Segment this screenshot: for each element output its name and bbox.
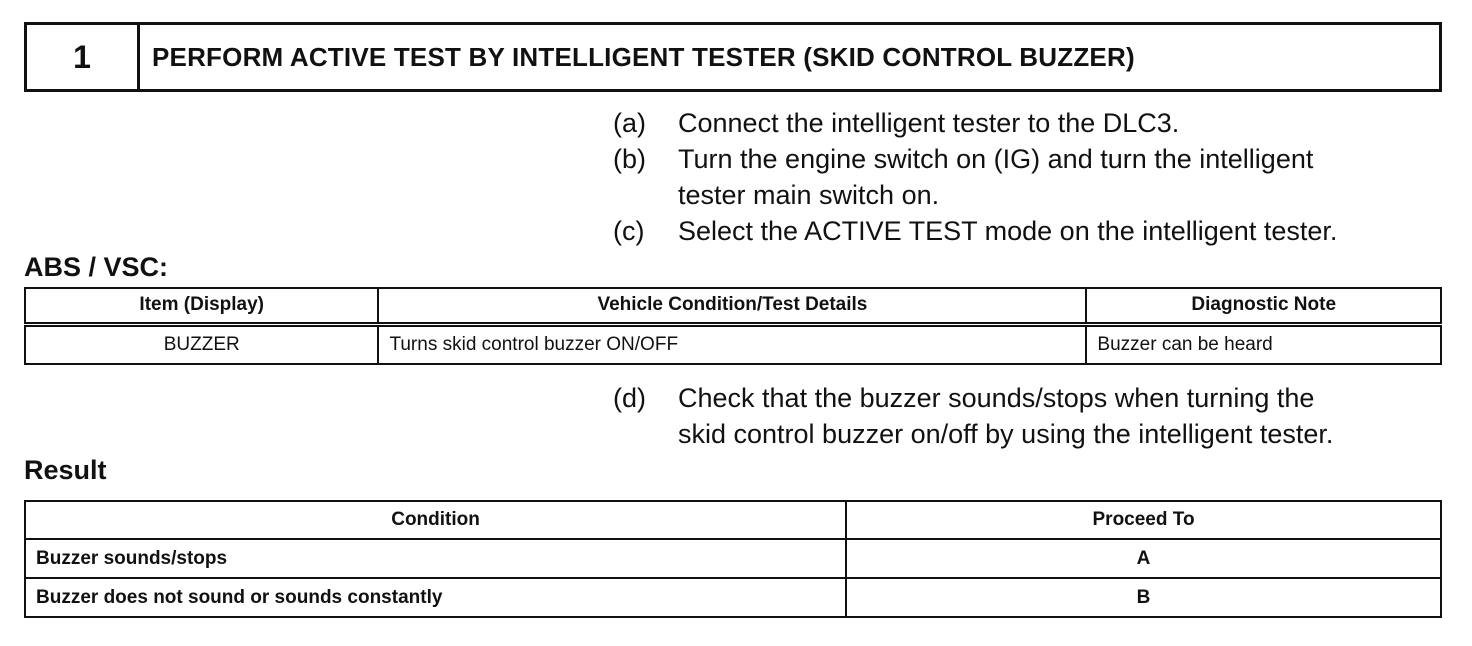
column-header: Proceed To [846,501,1441,539]
step-label: (a) [613,108,646,138]
table-cell: Turns skid control buzzer ON/OFF [378,324,1086,364]
step-text: skid control buzzer on/off by using the intelligent tester. [678,419,1334,449]
step-text: Turn the engine switch on (IG) and turn the intelligent [678,144,1314,174]
instruction-step-c [613,213,1337,249]
instruction-steps-top [613,105,1337,249]
step-text: Check that the buzzer sounds/stops when turning the [678,383,1315,413]
table-row [25,324,1441,364]
abs-vsc-label: ABS / VSC: [24,252,169,282]
table-row [25,578,1441,617]
table-header-row [25,288,1441,324]
step-label: (d) [613,383,646,413]
table-row [25,539,1441,578]
table-header-row [25,501,1441,539]
active-test-table [24,287,1442,365]
column-header: Item (Display) [25,288,378,324]
step-label: (c) [613,216,645,246]
result-label: Result [24,455,107,485]
step-number: 1 [27,25,140,89]
proceed-cell: B [846,578,1441,617]
step-text: tester main switch on. [678,180,940,210]
result-table [24,500,1442,618]
step-text: Connect the intelligent tester to the DLC3. [678,108,1180,138]
proceed-cell: A [846,539,1441,578]
column-header: Diagnostic Note [1086,288,1441,324]
procedure-title: PERFORM ACTIVE TEST BY INTELLIGENT TESTER (SKID CONTROL BUZZER) [152,41,1135,72]
condition-cell: Buzzer does not sound or sounds constantly [25,578,846,617]
instruction-steps-bottom [613,380,1333,452]
column-header: Condition [25,501,846,539]
procedure-header [24,22,1442,92]
condition-cell: Buzzer sounds/stops [25,539,846,578]
step-text: Select the ACTIVE TEST mode on the intelligent tester. [678,216,1338,246]
instruction-step-b [613,141,1337,213]
column-header: Vehicle Condition/Test Details [378,288,1086,324]
table-cell: BUZZER [25,324,378,364]
table-cell: Buzzer can be heard [1086,324,1441,364]
instruction-step-d [613,380,1333,452]
instruction-step-a [613,105,1337,141]
step-label: (b) [613,144,646,174]
